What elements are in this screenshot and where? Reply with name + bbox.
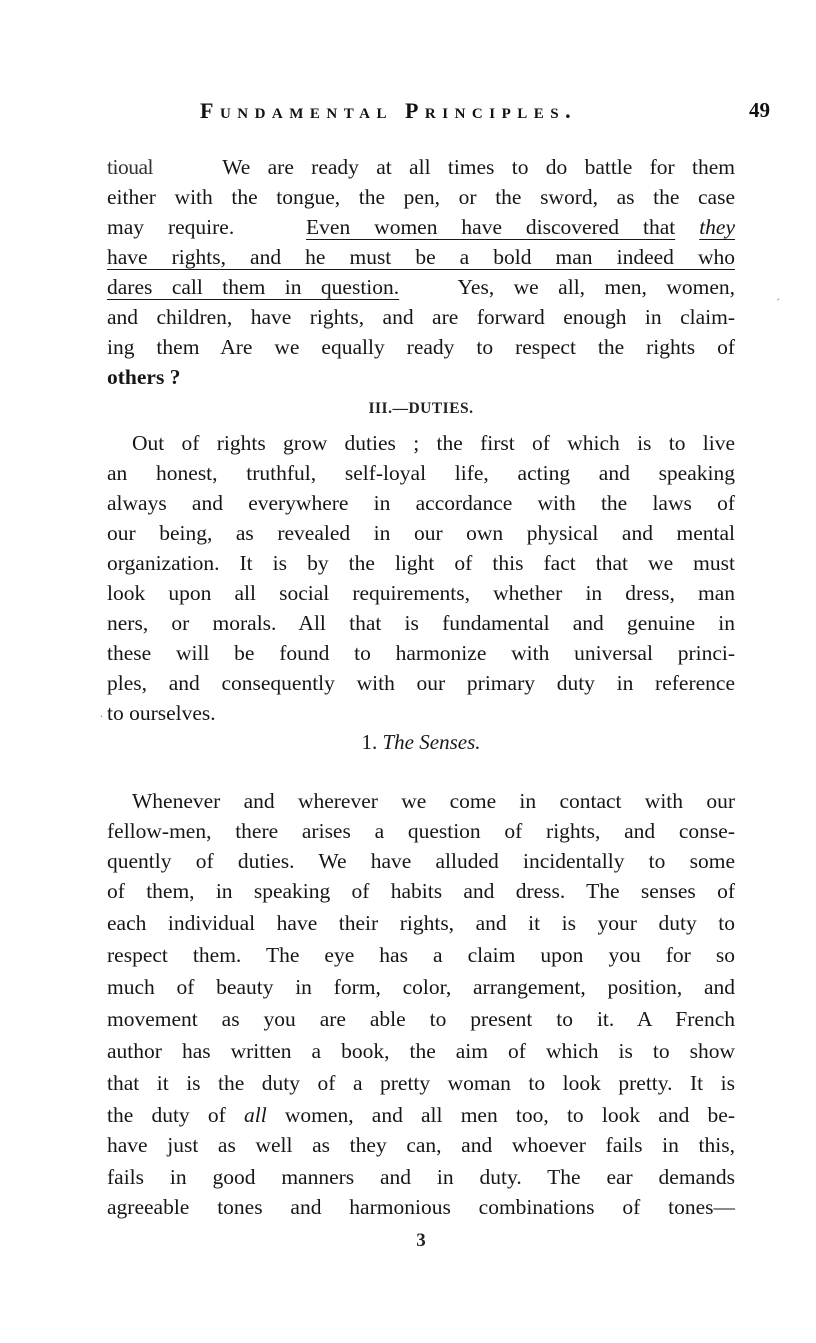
text-line: these will be found to harmonize with universal princi-: [107, 641, 735, 665]
text-line: author has written a book, the aim of which is to show: [107, 1039, 735, 1063]
text-line: and children, have rights, and are forward enough in claim-: [107, 305, 735, 329]
emphasis: all: [244, 1103, 267, 1127]
text-line: Whenever and wherever we come in contact with our: [132, 789, 735, 813]
text-line: may require. Even women have discovered that they: [107, 215, 736, 239]
running-title: Fundamental Principles.: [200, 98, 578, 123]
text-line: our being, as revealed in our own physical and mental: [107, 521, 735, 545]
underlined-passage: Even women have discovered that: [306, 215, 676, 239]
text-line: dares call them in question. Yes, we all, men, women,: [107, 275, 736, 299]
text-line: have just as well as they can, and whoever fails in this,: [107, 1133, 735, 1157]
text-line: have rights, and he must be a bold man indeed who: [107, 245, 735, 269]
text-line: quently of duties. We have alluded incidentally to some: [107, 849, 735, 873]
text-line: respect them. The eye has a claim upon you for so: [107, 943, 735, 967]
subsection-title: The Senses.: [382, 730, 481, 754]
text-line: fails in good manners and in duty. The ear demands: [107, 1165, 735, 1189]
text-line: each individual have their rights, and it is your duty to: [107, 911, 735, 935]
page-number: 49: [749, 98, 770, 122]
text-line: an honest, truthful, self-loyal life, acting and speaking: [107, 461, 735, 485]
text-line: look upon all social requirements, whether in dress, man: [107, 581, 735, 605]
section-heading: III.—DUTIES.: [368, 400, 474, 417]
text-line: either with the tongue, the pen, or the sword, as the case: [107, 185, 735, 209]
text-line: tioual We are ready at all times to do battle for them: [107, 155, 735, 179]
text-line: movement as you are able to present to it. A French: [107, 1007, 735, 1031]
text-line: ing them Are we equally ready to respect the rights of: [107, 335, 735, 359]
signature-mark: 3: [416, 1230, 426, 1251]
emphasis: they: [699, 215, 736, 239]
text-line: ners, or morals. All that is fundamental and genuine in: [107, 611, 735, 635]
running-head: [200, 98, 770, 128]
text-line: the duty of all women, and all men too, to look and be-: [107, 1103, 735, 1127]
text-line: others ?: [107, 365, 181, 389]
text-line: fellow-men, there arises a question of rights, and conse-: [107, 819, 735, 843]
subsection-heading: 1. The Senses.: [361, 730, 481, 754]
underlined-passage: dares call them in question.: [107, 275, 400, 299]
text-line: always and everywhere in accordance with the laws of: [107, 491, 735, 515]
text-line: much of beauty in form, color, arrangement, position, and: [107, 975, 735, 999]
text-line: that it is the duty of a pretty woman to look pretty. It is: [107, 1071, 735, 1095]
text-line: to ourselves.: [107, 701, 216, 725]
scan-speck: .: [100, 706, 103, 720]
scan-speck: ˊ: [776, 296, 780, 310]
text-line: Out of rights grow duties ; the first of which is to live: [132, 431, 735, 455]
margin-fragment: tioual: [107, 155, 153, 179]
text-line: organization. It is by the light of this fact that we must: [107, 551, 735, 575]
text-line: ples, and consequently with our primary duty in reference: [107, 671, 735, 695]
text-line: of them, in speaking of habits and dress. The senses of: [107, 879, 735, 903]
text-line: agreeable tones and harmonious combinations of tones—: [107, 1195, 735, 1219]
